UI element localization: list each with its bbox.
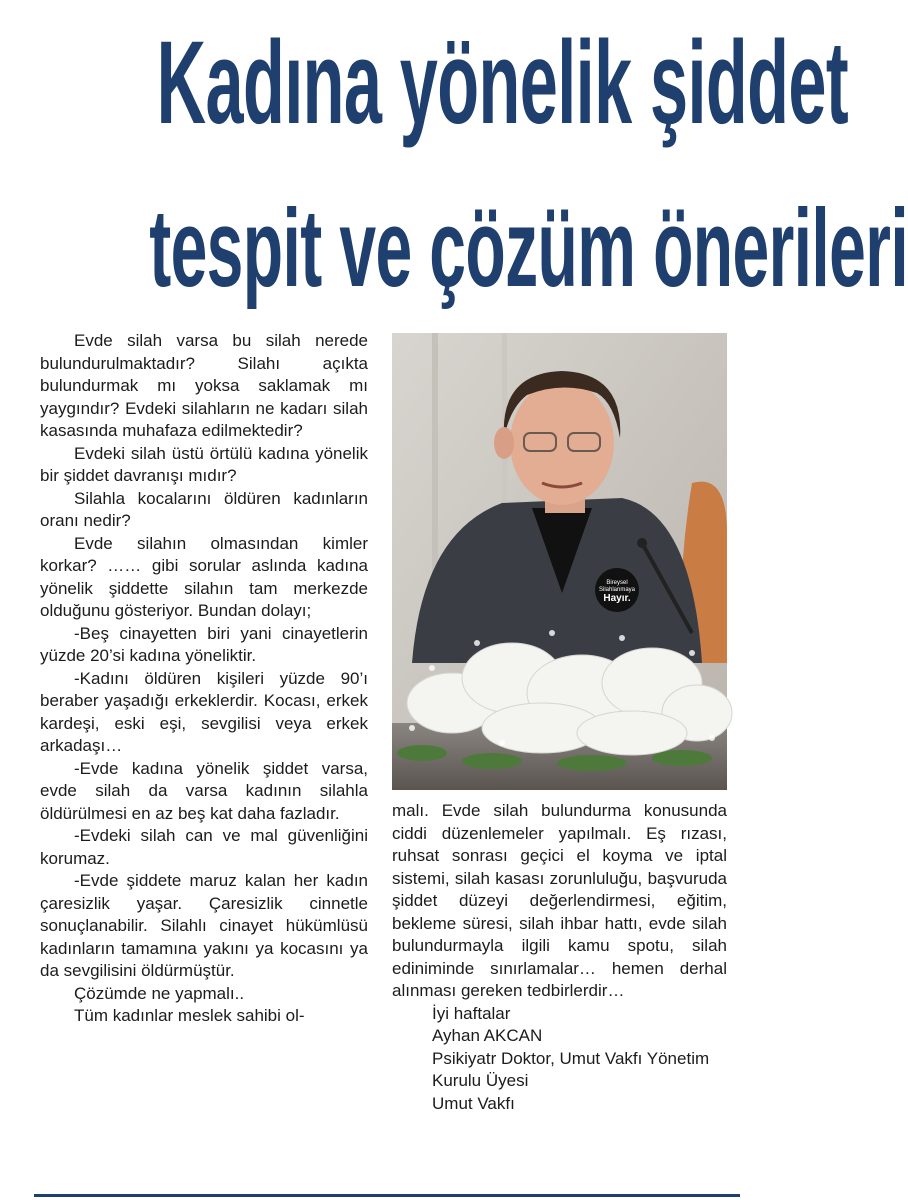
author-name: Ayhan AKCAN [432, 1026, 543, 1045]
paragraph: Evde silah varsa bu silah nerede bulundurulmaktadır? Silahı açıkta bulundurmak mı yoksa saklamak mı yaygındır? Evdeki silahların ne kadarı silah kasasında muhafaza edilmektedir? [40, 331, 368, 440]
right-text-column [392, 800, 727, 1115]
paragraph: Tüm kadınlar meslek sahibi ol- [74, 1006, 305, 1025]
paragraph: -Evde kadına yönelik şiddet varsa, evde silah da varsa kadının silahla öldürülmesi en az beş kat daha fazladır. [40, 758, 368, 823]
left-text-column [40, 330, 368, 1028]
speaker-photo [392, 333, 727, 790]
headline-line-1: Kadına yönelik şiddet [156, 17, 849, 149]
paragraph: -Evde şiddete maruz kalan her kadın çaresizlik yaşar. Çaresizlik cinnetle sonuçlanabilir. Silahlı cinayet hükümlüsü kadınların tamamına yakını ya kocasını ya da sevgilisini öldürmüştür. [40, 871, 368, 980]
paragraph: -Evdeki silah can ve mal güvenliğini korumaz. [40, 826, 368, 868]
paragraph: malı. Evde silah bulundurma konusunda ciddi düzenlemeler yapılmalı. Eş rızası, ruhsat sonrası geçici el koyma ve iptal sistemi, silah kasası zorunluluğu, başvuruda şiddet düzeyi değerlendirmesi, eğitim, bekleme süresi, silah ihbar hattı, evde silah bulundurmayla ilgili kamu spotu, silah ediniminde sınırlamalar… hemen derhal alınması gereken tedbirlerdir… [392, 801, 727, 1000]
paragraph: -Beş cinayetten biri yani cinayetlerin yüzde 20’si kadına yöneliktir. [40, 623, 368, 665]
bottom-divider [34, 1194, 740, 1197]
paragraph: Çözümde ne yapmalı.. [74, 983, 245, 1003]
author-organization: Umut Vakfı [432, 1093, 515, 1113]
badge-text-3: Hayır. [603, 593, 631, 604]
paragraph: Evde silahın olmasından kimler korkar? …… gibi sorular aslında kadına yönelik şiddette silahın tam merkezde olduğunu gösteriyor. Bundan dolayı; [40, 533, 368, 620]
paragraph: Evdeki silah üstü örtülü kadına yönelik bir şiddet davranışı mıdır? [40, 443, 368, 485]
paragraph: Silahla kocalarını öldüren kadınların oranı nedir? [40, 488, 368, 530]
paragraph: -Kadını öldüren kişileri yüzde 90’ı beraber yaşadığı erkeklerdir. Kocası, erkek kardeşi, eski eşi, sevgilisi veya erkek arkadaşı… [40, 668, 368, 755]
headline-line-2: tespit ve çözüm önerileri [149, 187, 908, 310]
badge-text-1: Bireysel [606, 580, 628, 586]
author-title: Psikiyatr Doktor, Umut Vakfı Yönetim Kurulu Üyesi [432, 1048, 710, 1090]
photo-illustration [392, 333, 727, 790]
badge-text-2: Silahlanmaya [598, 587, 636, 593]
signoff-greeting: İyi haftalar [432, 1003, 511, 1023]
